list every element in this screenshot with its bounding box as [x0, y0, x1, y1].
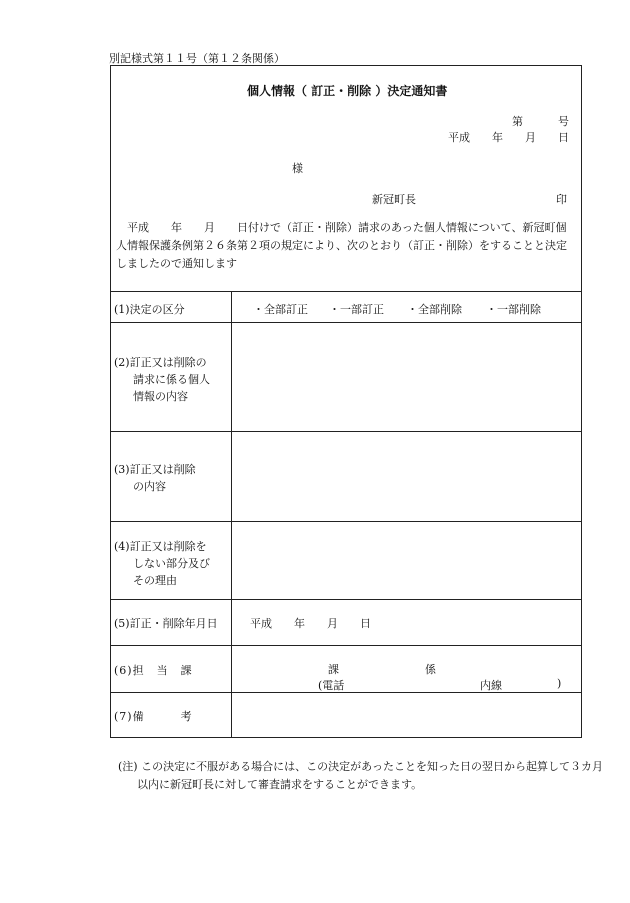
- row2-label-3: 情報の内容: [133, 390, 188, 403]
- row2-label-1: (2)訂正又は削除の: [114, 356, 207, 369]
- option-zenbu-sakujo: ・全部削除: [407, 303, 462, 316]
- addressee-sama: 様: [292, 162, 303, 175]
- column-divider: [231, 291, 232, 738]
- divider-2: [110, 322, 582, 323]
- divider-5: [110, 599, 582, 600]
- row2-label-2: 請求に係る個人: [133, 373, 210, 386]
- number-dai: 第: [512, 115, 523, 128]
- row1-label: (1)決定の区分: [114, 303, 185, 316]
- number-go: 号: [558, 115, 569, 128]
- seal-mark: 印: [556, 193, 567, 206]
- body-text: 平成 年 月 日付けで（訂正・削除）請求のあった個人情報について、新冠町個人情報保護条例第２６条第２項の規定により、次のとおり（訂正・削除）をすることと決定しましたので通知します: [116, 221, 567, 270]
- document-title: 個人情報（ 訂正・削除 ）決定通知書: [247, 84, 448, 98]
- row5-year: 年: [294, 617, 305, 630]
- divider-3: [110, 431, 582, 432]
- date-year: 年: [492, 131, 503, 144]
- option-ichibu-teisei: ・一部訂正: [329, 303, 384, 316]
- divider-1: [110, 291, 582, 292]
- row6-ka: 課: [328, 663, 339, 676]
- date-era: 平成: [448, 131, 470, 144]
- row3-label-1: (3)訂正又は削除: [114, 463, 196, 476]
- date-month: 月: [525, 131, 536, 144]
- row5-day: 日: [360, 617, 371, 630]
- row5-era: 平成: [250, 617, 272, 630]
- row4-label-1: (4)訂正又は削除を: [114, 540, 207, 553]
- row3-label-2: の内容: [133, 480, 166, 493]
- option-ichibu-sakujo: ・一部削除: [486, 303, 541, 316]
- row6-naisen: 内線: [480, 679, 502, 692]
- date-day: 日: [558, 131, 569, 144]
- row6-close: ): [557, 677, 562, 690]
- row4-label-3: その理由: [133, 574, 177, 587]
- divider-4: [110, 521, 582, 522]
- sender-name: 新冠町長: [372, 193, 416, 206]
- note-text: (注) この決定に不服がある場合には、この決定があったことを知った日の翌日から起算して３カ月以内に新冠町長に対して審査請求をすることができます。: [118, 760, 603, 791]
- row5-label: (5)訂正・削除年月日: [114, 617, 218, 630]
- row4-label-2: しない部分及び: [133, 557, 210, 570]
- form-id: 別記様式第１１号（第１２条関係）: [109, 52, 285, 65]
- divider-6: [110, 645, 582, 646]
- row6-tel: (電話: [318, 679, 345, 692]
- row6-kakari: 係: [425, 663, 436, 676]
- divider-7: [110, 692, 582, 693]
- row5-month: 月: [327, 617, 338, 630]
- option-zenbu-teisei: ・全部訂正: [253, 303, 308, 316]
- row7-label: (7)備 考: [114, 710, 193, 723]
- row6-label: (6)担 当 課: [114, 664, 193, 677]
